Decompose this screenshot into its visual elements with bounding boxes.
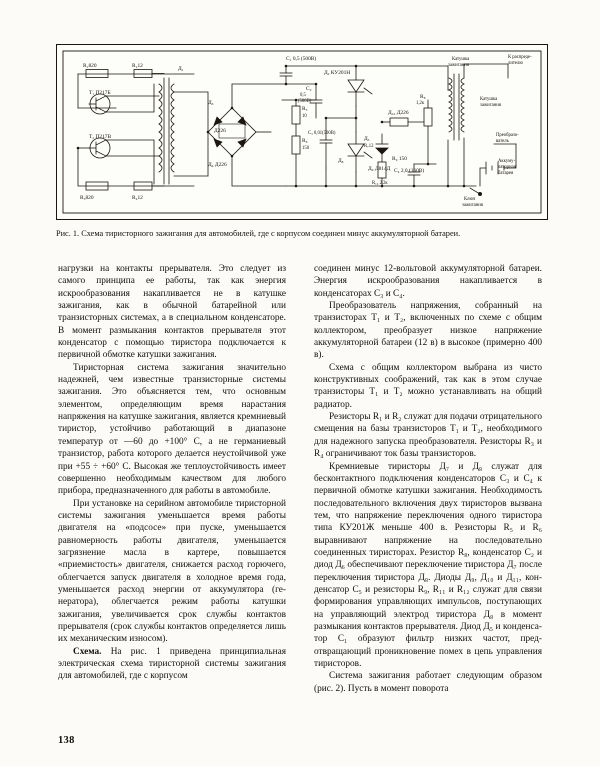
paragraph: Система зажигания работает следующим образом (рис. 2). Пусть в момент поворота xyxy=(314,671,542,694)
label-coil-2: зажигания xyxy=(448,63,469,68)
label-bridge: Д226 xyxy=(214,128,226,134)
label-d8: Д₈ xyxy=(338,158,344,164)
label-r13: R₁₃ 2,2к xyxy=(372,181,388,186)
paragraph: Схема. На рис. 1 приведена принципиальная электрическая схема тиристорной системы зажигания для автомобилей, где с корпусом xyxy=(58,646,286,682)
label-distrib-2: лителю xyxy=(508,61,523,66)
label-battery-3: батарея xyxy=(498,171,514,176)
figure-1 xyxy=(56,44,548,220)
paragraph: нагрузки на контакты прерывателя. Это следует из самого принципа ее работы, так как энергия искрообразования накапливается не в катушке зажигания, как в обычной батарейной или транзисторных системах, а в специальном конденсаторе. В момент размыкания контактов прерывателя этот конденсатор с помощью тиристора подключается к первичной обмотке катушки зажигания. xyxy=(58,264,286,361)
label-d1: Д₁ xyxy=(178,66,184,72)
figure-caption-text: Схема тиристорного зажигания для автомобилей, где с корпусом соединен минус аккумуляторной батареи. xyxy=(81,229,461,238)
label-coil-ign2: зажигания xyxy=(480,103,501,108)
figure-caption-label: Рис. 1. xyxy=(56,229,80,238)
label-c4: C₄ 2,0 (160В) xyxy=(394,168,425,174)
label-r3: R₃820 xyxy=(80,195,94,201)
label-battery-1: Аккуму- xyxy=(498,159,516,164)
label-r6-val: 150 xyxy=(302,146,310,151)
page-number: 138 xyxy=(58,735,75,746)
label-c2-v: (500В) xyxy=(298,99,312,104)
body-column-left xyxy=(58,263,286,683)
paragraph: Преобразователь напряжения, собранный на транзисторах T₁ и T₂, включенных по схеме с общим коллектором, преобразует низкое напряжение аккумуляторной батареи (12 в) в высокое (примерно 400 в). xyxy=(314,301,542,361)
label-r7: R₇12 xyxy=(364,144,374,149)
label-key-1: Ключ xyxy=(464,197,476,202)
label-r9: R₉ 150 xyxy=(392,156,407,162)
paragraph: Тиристорная система зажигания значительно надежней, чем известные транзисторные системы зажигания. Это объясняется тем, что основным элементом, определяющим время нарастания напряжения на катушке зажигания, является кремниевый тиристор, устойчиво работающий в диапазоне температур от —60 до +100° С, а не германиевый транзистор, работа которого делается неустойчивой уже при +55 ÷ +60° С. Высокая же теплоустойчивость имеет совершенно необходимым качеством для любого прибора, предназначенного для работы в автомобиле. xyxy=(58,362,286,497)
label-d5: Д₅ xyxy=(364,136,370,142)
label-r8-val: 1,2к xyxy=(416,101,425,106)
label-t1: Т₁ П217Б xyxy=(89,90,111,96)
label-c2-val: 0,5 xyxy=(300,93,306,98)
label-r5: R₅ xyxy=(302,106,308,112)
label-c3: C₃ 0,01(500В) xyxy=(308,131,336,136)
label-d9: Д₉ Д814Д xyxy=(368,166,391,172)
label-d2: Д₂ КУ201Н xyxy=(324,70,351,76)
label-coil-ign: Катушка xyxy=(480,97,498,102)
label-c2: C₂ xyxy=(306,86,312,92)
label-r6: R₆ xyxy=(302,138,308,144)
label-distrib-1: К распреде- xyxy=(508,55,532,60)
paragraph: Резисторы R₁ и R₂ служат для подачи отрицательного смещения на базы транзисторов T₁ и T₂, необходимого для надежного запуска преобразователя. Резисторы R₃ и R₄ ограничивают ток базы транзисторов. xyxy=(314,412,542,460)
paragraph: Кремниевые тиристоры Д₇ и Д₈ служат для бесконтактного подключения конденсаторов C₃ и C₄ к первичной обмотке катушки зажигания. Необходимость последовательного включения двух тиристоров вызвана тем, что напряжение переключения одного тиристора типа КУ201Ж меньше 400 в. Резисторы R₅ и R₆ выравнивают напряжение на последовательно соединенных тиристорах. Резистор R₈, конденсатор C₂ и диод Д₆ обеспечивают переключение тиристора Д₇ после переключения тиристора Д₈. Диоды Д₉, Д₁₀ и Д₁₁, конденсатор C₅ и резисторы R₉, R₁₁ и R₁₂ служат для связи формирования управляющих импульсов, поступающих на управляющий электрод тиристора Д₈ в момент размыкания контактов прерывателя. Диод Д₅ и конденсатор C₁ образуют фильтр низких частот, предотвращающий проникновение помех в цепь управления тиристоров. xyxy=(314,461,542,669)
label-r1: R₁820 xyxy=(83,63,97,69)
paragraph: соединен минус 12-вольтовой аккумуляторной батареи. Энергия искрообразования накапливается в конденсаторах C₃ и C₄. xyxy=(314,264,542,299)
label-d10: Д₁₀ Д226 xyxy=(388,110,409,116)
body-column-right xyxy=(314,263,542,695)
paragraph: Схема с общим коллектором выбрана из чисто конструктивных соображений, так как в этом случае транзисторы T₁ и T₂ можно устанавливать на общий радиатор. xyxy=(314,362,542,410)
label-r8: R₈ xyxy=(420,94,426,100)
label-t2: Т₂ П217В xyxy=(89,134,112,140)
label-key-2: зажигания xyxy=(462,203,483,208)
label-r2: R₂12 xyxy=(132,63,143,69)
label-d3: Д₃ xyxy=(208,100,214,106)
label-battery-2: ляторная xyxy=(498,165,516,170)
label-coil-1: Катушка xyxy=(452,57,470,62)
label-c1: C₁ 0,5 (500В) xyxy=(286,56,317,62)
label-r4: R₄12 xyxy=(132,195,143,201)
label-r5-val: 10 xyxy=(302,114,307,119)
schematic-diagram xyxy=(56,44,548,220)
label-converter-2: ватель xyxy=(496,139,509,144)
label-converter-1: Преобразо- xyxy=(496,133,519,138)
paragraph: При установке на серийном автомобиле тиристорной системы зажигания уменьшается время работы двигателя на «подсосе» при пуске, уменьшается равномерность работы двигателя, уменьшается загрязнение масла в картере, повышается «приемистость» двигателя, снижается расход горючего, облегчается запуск двигателя в холодное время года, уменьшается расход энергии от аккумулятора (генератора), облегчается режим работы катушки зажигания, увеличивается срок службы контактов прерывателя (срок службы контактов определяется лишь их механическим износом). xyxy=(58,498,286,645)
figure-caption xyxy=(56,228,548,239)
label-d4: Д₄ Д226 xyxy=(208,162,227,168)
